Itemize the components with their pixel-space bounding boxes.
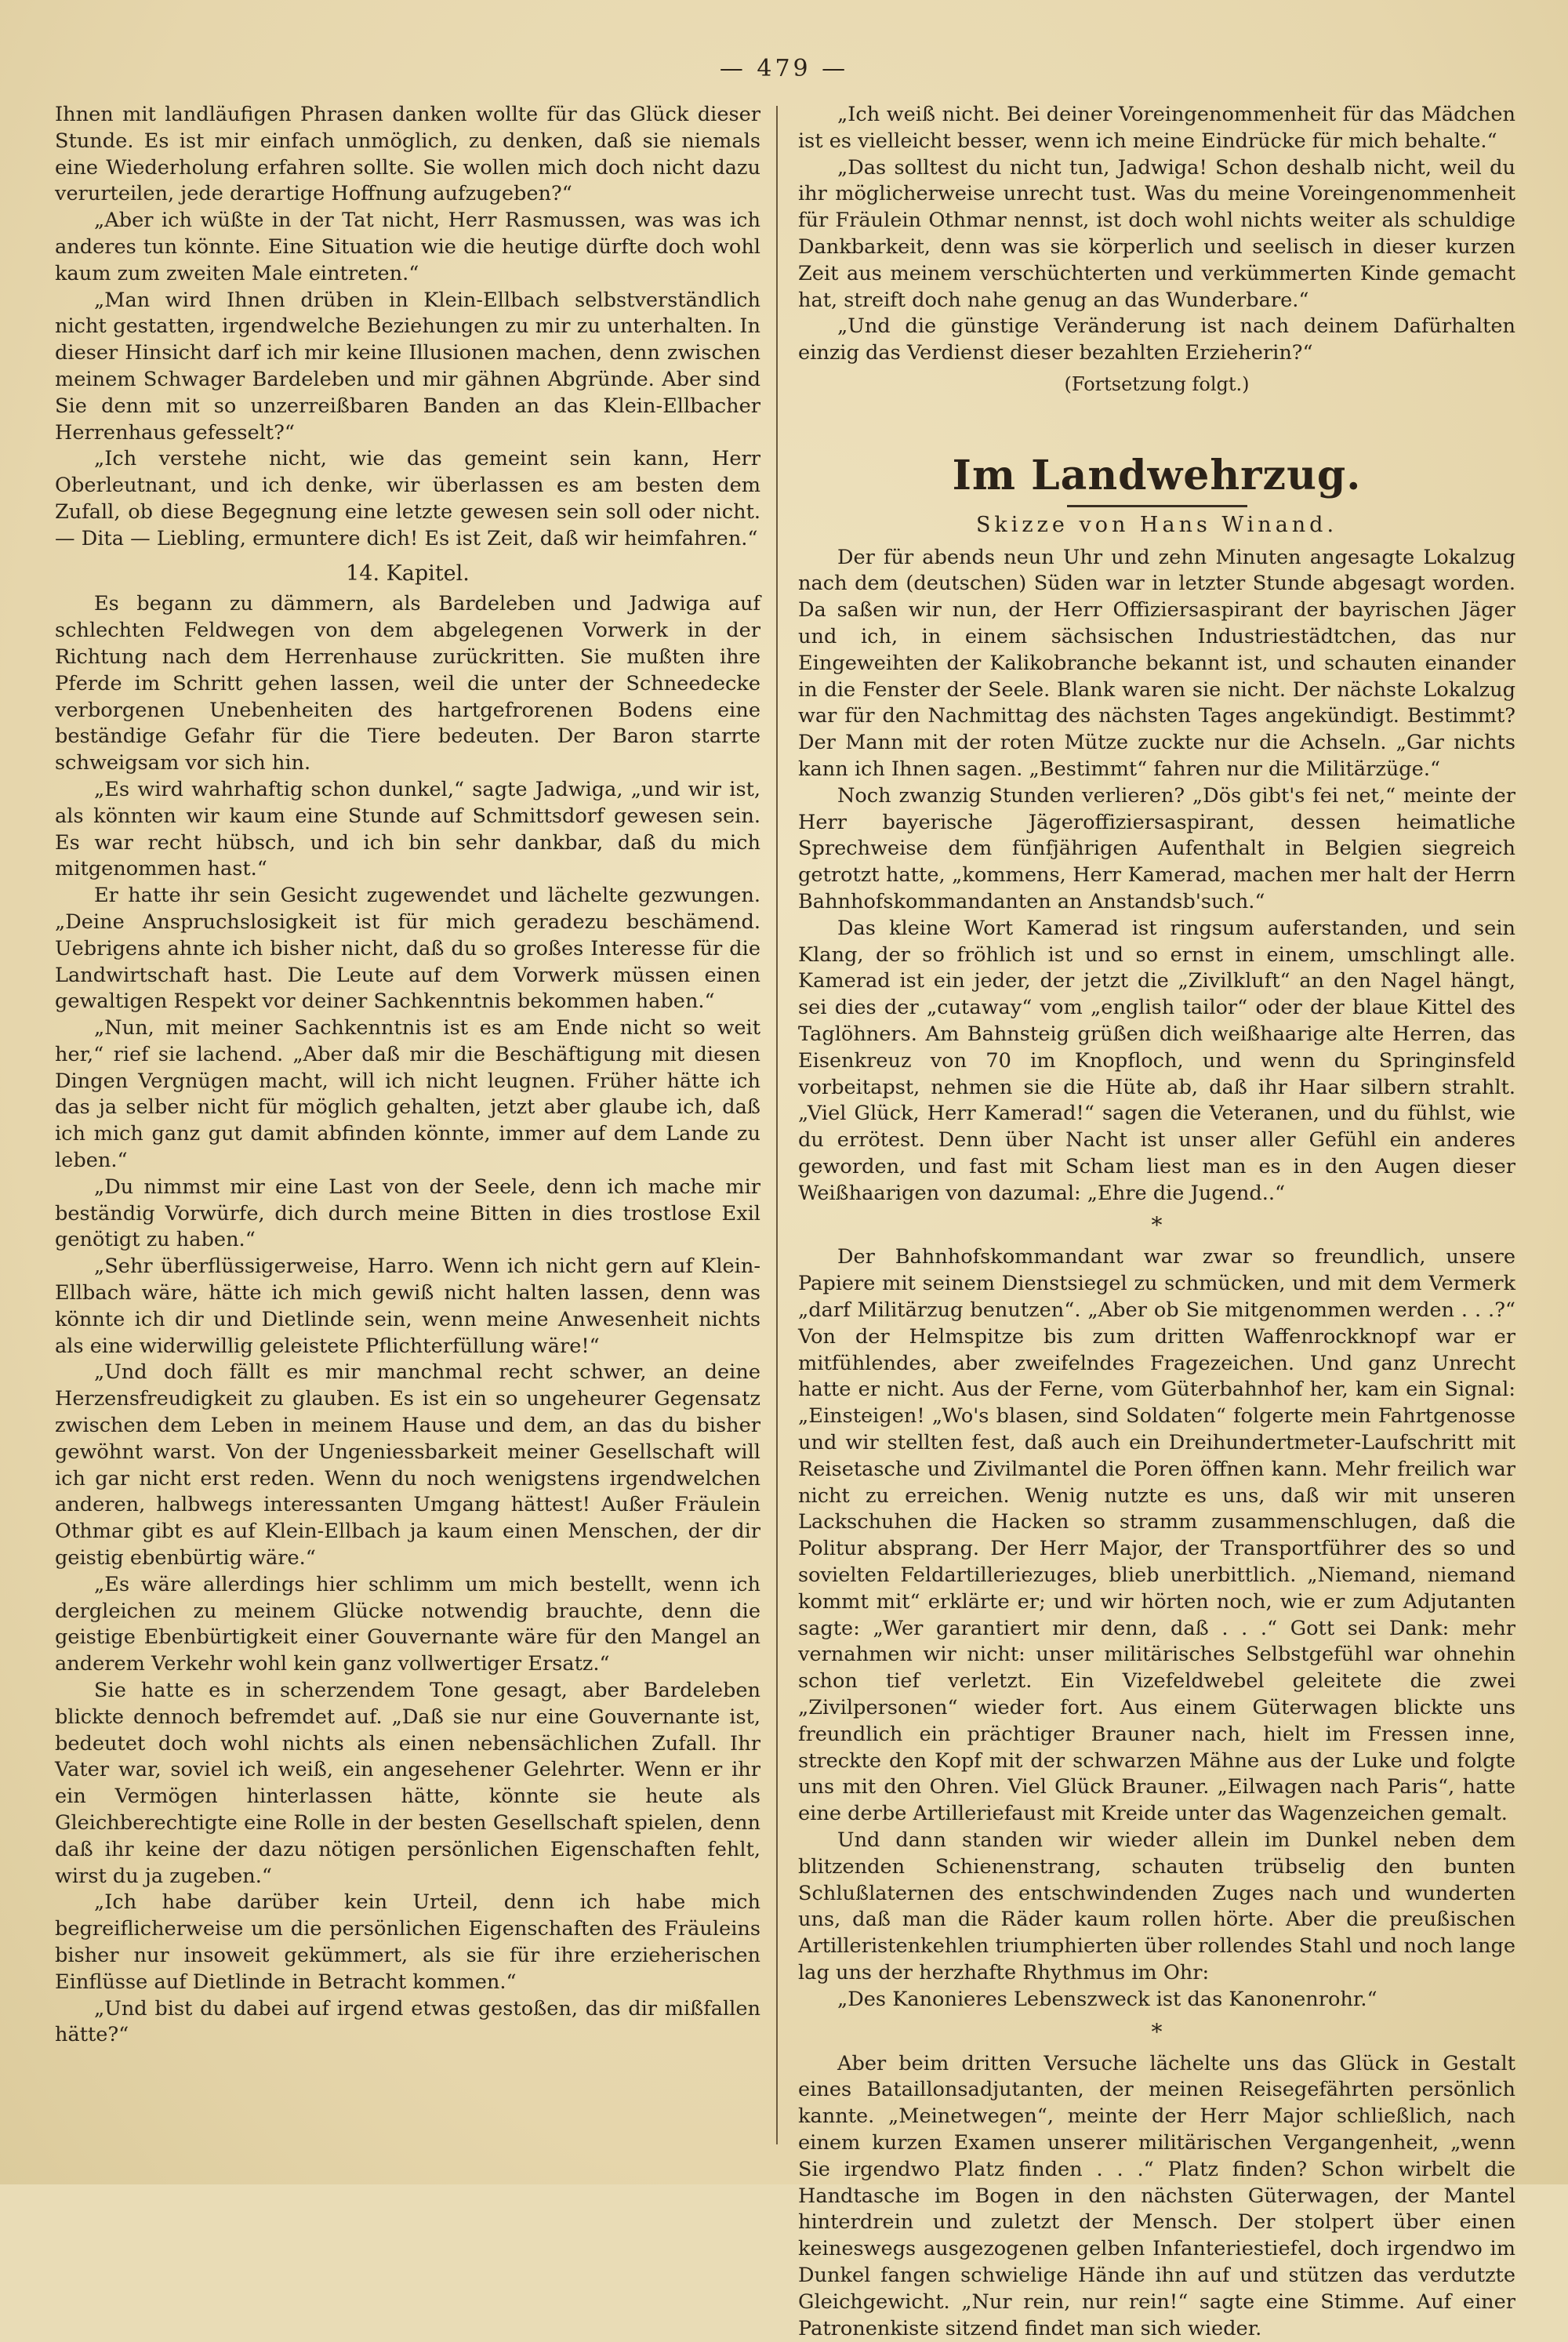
paragraph: „Es wird wahrhaftig schon dunkel,“ sagte Jadwiga, „und wir ist, als könnten wir kaum eine Stunde auf Schmittsdorf gewesen sein. Es war recht hübsch, und ich bin sehr dankbar, daß du mich mitgenommen hast.“ (55, 777, 760, 881)
story-byline: Skizze von Hans Winand. (975, 512, 1338, 537)
paragraph: „Ich habe darüber kein Urteil, denn ich habe mich begreiflicherweise um die persönlichen Eigenschaften des Fräuleins bisher nur insoweit gekümmert, als sie für ihre erzieherischen Einflüsse auf Dietlinde in Betracht kommen.“ (55, 1890, 760, 1994)
paragraph: „Du nimmst mir eine Last von der Seele, denn ich mache mir beständig Vorwürfe, dich durch meine Bitten in dies trostlose Exil genötigt zu haben.“ (55, 1175, 760, 1252)
section-separator: * (1151, 2018, 1163, 2045)
paragraph: „Es wäre allerdings hier schlimm um mich bestellt, wenn ich dergleichen zu meinem Glücke notwendig brauchte, denn die geistige Ebenbürtigkeit einer Gouvernante wäre für den Mangel an anderem Verkehr wohl kein ganz vollwertiger Ersatz.“ (55, 1572, 760, 1676)
paragraph: Er hatte ihr sein Gesicht zugewendet und lächelte gezwungen. „Deine Anspruchslosigkeit ist für mich geradezu beschämend. Uebrigens ahnte ich bisher nicht, daß du so großes Interesse für die Landwirtschaft hast. Die Leute auf dem Vorwerk müssen einen gewaltigen Respekt vor deiner Sachkenntnis bekommen haben.“ (55, 884, 760, 1014)
title-rule (1067, 505, 1247, 507)
chapter-heading: 14. Kapitel. (346, 561, 470, 586)
paragraph: Aber beim dritten Versuche lächelte uns das Glück in Gestalt eines Bataillonsadjutanten, der meinen Reisegefährten persönlich kannte. „Meinetwegen“, meinte der Herr Major schließlich, nach einem kurzen Examen unserer militärischen Vergangenheit, „wenn Sie irgendwo Platz finden . . .“ Platz finden? Schon wirbelt die Handtasche im Bogen in den nächsten Güterwagen, der Mantel hinterdrein und zuletzt der Mensch. Der stolpert über einen keineswegs ausgezogenen gelben Infanteriestiefel, doch irgendwo im Dunkel fangen schwielige Hände ihn auf und stützen das verdutzte Gleichgewicht. „Nur rein, nur rein!“ sagte eine Stimme. Auf einer Patronenkiste sitzend findet man sich wieder. (798, 2051, 1515, 2340)
paragraph: „Das solltest du nicht tun, Jadwiga! Schon deshalb nicht, weil du ihr möglicherweise unrecht tust. Was du meine Voreingenommenheit für Fräulein Othmar nennst, ist doch wohl nichts weiter als schuldige Dankbarkeit, denn was sie körperlich und seelisch in dieser kurzen Zeit aus meinem verschüchterten und verkümmerten Kinde gemacht hat, streift doch nahe genug an das Wunderbare.“ (798, 155, 1515, 312)
section-separator: * (1151, 1212, 1163, 1239)
paragraph: Noch zwanzig Stunden verlieren? „Dös gibt's fei net,“ meinte der Herr bayerische Jägeroffiziersaspirant, dessen heimatliche Sprechweise dem fünfjährigen Aufenthalt in Belgien siegreich getrotzt hatte, „kommens, Herr Kamerad, machen mer halt der Herrn Bahnhofskommandanten an Anstandsb'such.“ (798, 783, 1515, 913)
continuation-note: (Fortsetzung folgt.) (1064, 372, 1250, 395)
paragraph: „Und doch fällt es mir manchmal recht schwer, an deine Herzensfreudigkeit zu glauben. Es ist ein so ungeheurer Gegensatz zwischen dem Leben in meinem Hause und dem, an das du bisher gewöhnt warst. Von der Ungeniessbarkeit meiner Gesellschaft will ich gar nicht erst reden. Wenn du noch wenigstens irgendwelchen anderen, halbwegs interessanten Umgang hättest! Außer Fräulein Othmar gibt es auf Klein-Ellbach ja kaum einen Menschen, der dir geistig ebenbürtig wäre.“ (55, 1360, 760, 1570)
paragraph: Und dann standen wir wieder allein im Dunkel neben dem blitzenden Schienenstrang, schauten trübselig den bunten Schlußlaternen des entschwindenden Zuges nach und wunderten uns, daß man die Räder kaum rollen hörte. Aber die preußischen Artilleristenkehlen triumphierten über rollendes Stahl und noch lange lag uns der herzhafte Rhythmus im Ohr: (798, 1828, 1515, 1984)
paragraph: „Ich verstehe nicht, wie das gemeint sein kann, Herr Oberleutnant, und ich denke, wir überlassen es am besten dem Zufall, ob diese Begegnung eine letzte gewesen sein soll oder nicht. — Dita — Liebling, ermuntere dich! Es ist Zeit, daß wir heimfahren.“ (55, 447, 760, 550)
paragraph: Sie hatte es in scherzendem Tone gesagt, aber Bardeleben blickte dennoch befremdet auf. „Daß sie nur eine Gouvernante ist, bedeutet doch wohl nichts als einen nebensächlichen Zufall. Ihr Vater war, soviel ich weiß, ein angesehener Gelehrter. Wenn er ihr ein Vermögen hinterlassen hätte, könnte sie heute als Gleichberechtigte eine Rolle in der besten Gesellschaft spielen, denn daß ihr keine der dazu nötigen persönlichen Eigenschaften fehlt, wirst du ja zugeben.“ (55, 1679, 760, 1888)
left-column (55, 102, 760, 2049)
paragraph: „Und die günstige Veränderung ist nach deinem Dafürhalten einzig das Verdienst dieser bezahlten Erzieherin?“ (798, 314, 1515, 365)
paragraph: „Ich weiß nicht. Bei deiner Voreingenommenheit für das Mädchen ist es vielleicht besser, wenn ich meine Eindrücke für mich behalte.“ (798, 103, 1515, 153)
page-number: — 479 — (719, 55, 849, 82)
paragraph: Der für abends neun Uhr und zehn Minuten angesagte Lokalzug nach dem (deutschen) Süden war in letzter Stunde abgesagt worden. Da saßen wir nun, der Herr Offiziersaspirant der bayrischen Jäger und ich, in einem sächsischen Industriestädtchen, das nur Eingeweihten der Kalikobranche bekannt ist, und schauten einander in die Fenster der Seele. Blank waren sie nicht. Der nächste Lokalzug war für den Nachmittag des nächsten Tages angekündigt. Bestimmt? Der Mann mit der roten Mütze zuckte nur die Achseln. „Gar nichts kann ich Ihnen sagen. „Bestimmt“ fahren nur die Militärzüge.“ (798, 545, 1515, 781)
paragraph: „Und bist du dabei auf irgend etwas gestoßen, das dir mißfallen hätte?“ (55, 1996, 760, 2047)
right-column (798, 102, 1515, 2342)
paragraph: Das kleine Wort Kamerad ist ringsum auferstanden, und sein Klang, der so fröhlich ist und so ernst in einem, umschlingt alle. Kamerad ist ein jeder, der jetzt die „Zivilkluft“ an den Nagel hängt, sei dies der „cutaway“ vom „english tailor“ oder der blaue Kittel des Taglöhners. Am Bahnsteig grüßen dich weißhaarige alte Herren, das Eisenkreuz von 70 im Knopfloch, und wenn du Springinsfeld vorbeitapst, nehmen sie die Hüte ab, daß ihr Haar silbern strahlt. „Viel Glück, Herr Kamerad!“ sagen die Veteranen, und du fühlst, wie du errötest. Denn über Nacht ist unser aller Gefühl ein anderes geworden, und fast mit Scham liest man es in den Augen dieser Weißhaarigen von dazumal: „Ehre die Jugend..“ (798, 916, 1515, 1205)
story-header (798, 453, 1515, 539)
paragraph: Es begann zu dämmern, als Bardeleben und Jadwiga auf schlechten Feldwegen von dem abgelegenen Vorwerk in der Richtung nach dem Herrenhause zurückritten. Sie mußten ihre Pferde im Schritt gehen lassen, weil die unter der Schneedecke verborgenen Unebenheiten des hartgefrorenen Bodens eine beständige Gefahr für die Tiere bedeuten. Der Baron starrte schweigsam vor sich hin. (55, 592, 760, 775)
paragraph: „Sehr überflüssigerweise, Harro. Wenn ich nicht gern auf Klein-Ellbach wäre, hätte ich mich gewiß nicht halten lassen, denn was könnte ich dir und Dietlinde sein, wenn meine Anwesenheit nichts als eine widerwillig geleistete Pflichterfüllung wäre!“ (55, 1255, 760, 1358)
paragraph: Der Bahnhofskommandant war zwar so freundlich, unsere Papiere mit seinem Dienstsiegel zu schmücken, und mit dem Vermerk „darf Militärzug benutzen“. „Aber ob Sie mitgenommen werden . . .?“ Von der Helmspitze bis zum dritten Waffenrockknopf war er mitfühlendes, aber zweifelndes Fragezeichen. Und ganz Unrecht hatte er nicht. Aus der Ferne, vom Güterbahnhof her, kam ein Signal: „Einsteigen! „Wo's blasen, sind Soldaten“ folgerte mein Fahrtgenosse und wir stellten fest, daß auch ein Dreihundertmeter-Laufschritt mit Reisetasche und Zivilmantel die Poren öffnen kann. Mehr freilich war nicht zu erreichen. Wenig nutzte es uns, daß wir mit unseren Lackschuhen die Hacken so stramm zusammenschlugen, daß die Politur absprang. Der Herr Major, der Transportführer des so und sovielten Feldartilleriezuges, blieb unerbittlich. „Niemand, niemand kommt mit“ erklärte er; und wir hörten noch, wie er zum Adjutanten sagte: „Wer garantiert mir denn, daß . . .“ Gott sei Dank: mehr vernahmen wir nicht: unser militärisches Selbstgefühl war ohnehin schon tief verletzt. Ein Vizefeldwebel geleitete die zwei „Zivilpersonen“ wieder fort. Aus einem Güterwagen blickte uns freundlich ein prächtiger Brauner nach, hielt im Fressen inne, streckte den Kopf mit der schwarzen Mähne aus der Luke und folgte uns mit den Ohren. Viel Glück Brauner. „Eilwagen nach Paris“, hatte eine derbe Artilleriefaust mit Kreide unter das Wagenzeichen gemalt. (798, 1245, 1515, 1826)
paragraph: „Nun, mit meiner Sachkenntnis ist es am Ende nicht so weit her,“ rief sie lachend. „Aber daß mir die Beschäftigung mit diesen Dingen Vergnügen macht, will ich nicht leugnen. Früher hätte ich das ja selber nicht für möglich gehalten, jetzt aber glaube ich, daß ich mich ganz gut damit abfinden könnte, immer auf dem Lande zu leben.“ (55, 1016, 760, 1173)
paragraph: Ihnen mit landläufigen Phrasen danken wollte für das Glück dieser Stunde. Es ist mir einfach unmöglich, zu denken, daß sie niemals eine Wiederholung erfahren sollte. Sie wollen mich doch nicht dazu verurteilen, jede derartige Hoffnung aufzugeben?“ (55, 103, 760, 206)
column-divider (776, 106, 778, 2144)
paragraph: „Des Kanonieres Lebenszweck ist das Kanonenrohr.“ (837, 1987, 1377, 2011)
paragraph: „Aber ich wüßte in der Tat nicht, Herr Rasmussen, was was ich anderes tun könnte. Eine Situation wie die heutige dürfte doch wohl kaum zum zweiten Male eintreten.“ (55, 209, 760, 285)
story-title: Im Landwehrzug. (952, 451, 1362, 499)
paragraph: „Man wird Ihnen drüben in Klein-Ellbach selbstverständlich nicht gestatten, irgendwelche Beziehungen zu mir zu unterhalten. In dieser Hinsicht darf ich mir keine Illusionen machen, denn zwischen meinem Schwager Bardeleben und mir gähnen Abgründe. Aber sind Sie denn mit so unzerreißbaren Banden an das Klein-Ellbacher Herrenhaus gefesselt?“ (55, 288, 760, 445)
